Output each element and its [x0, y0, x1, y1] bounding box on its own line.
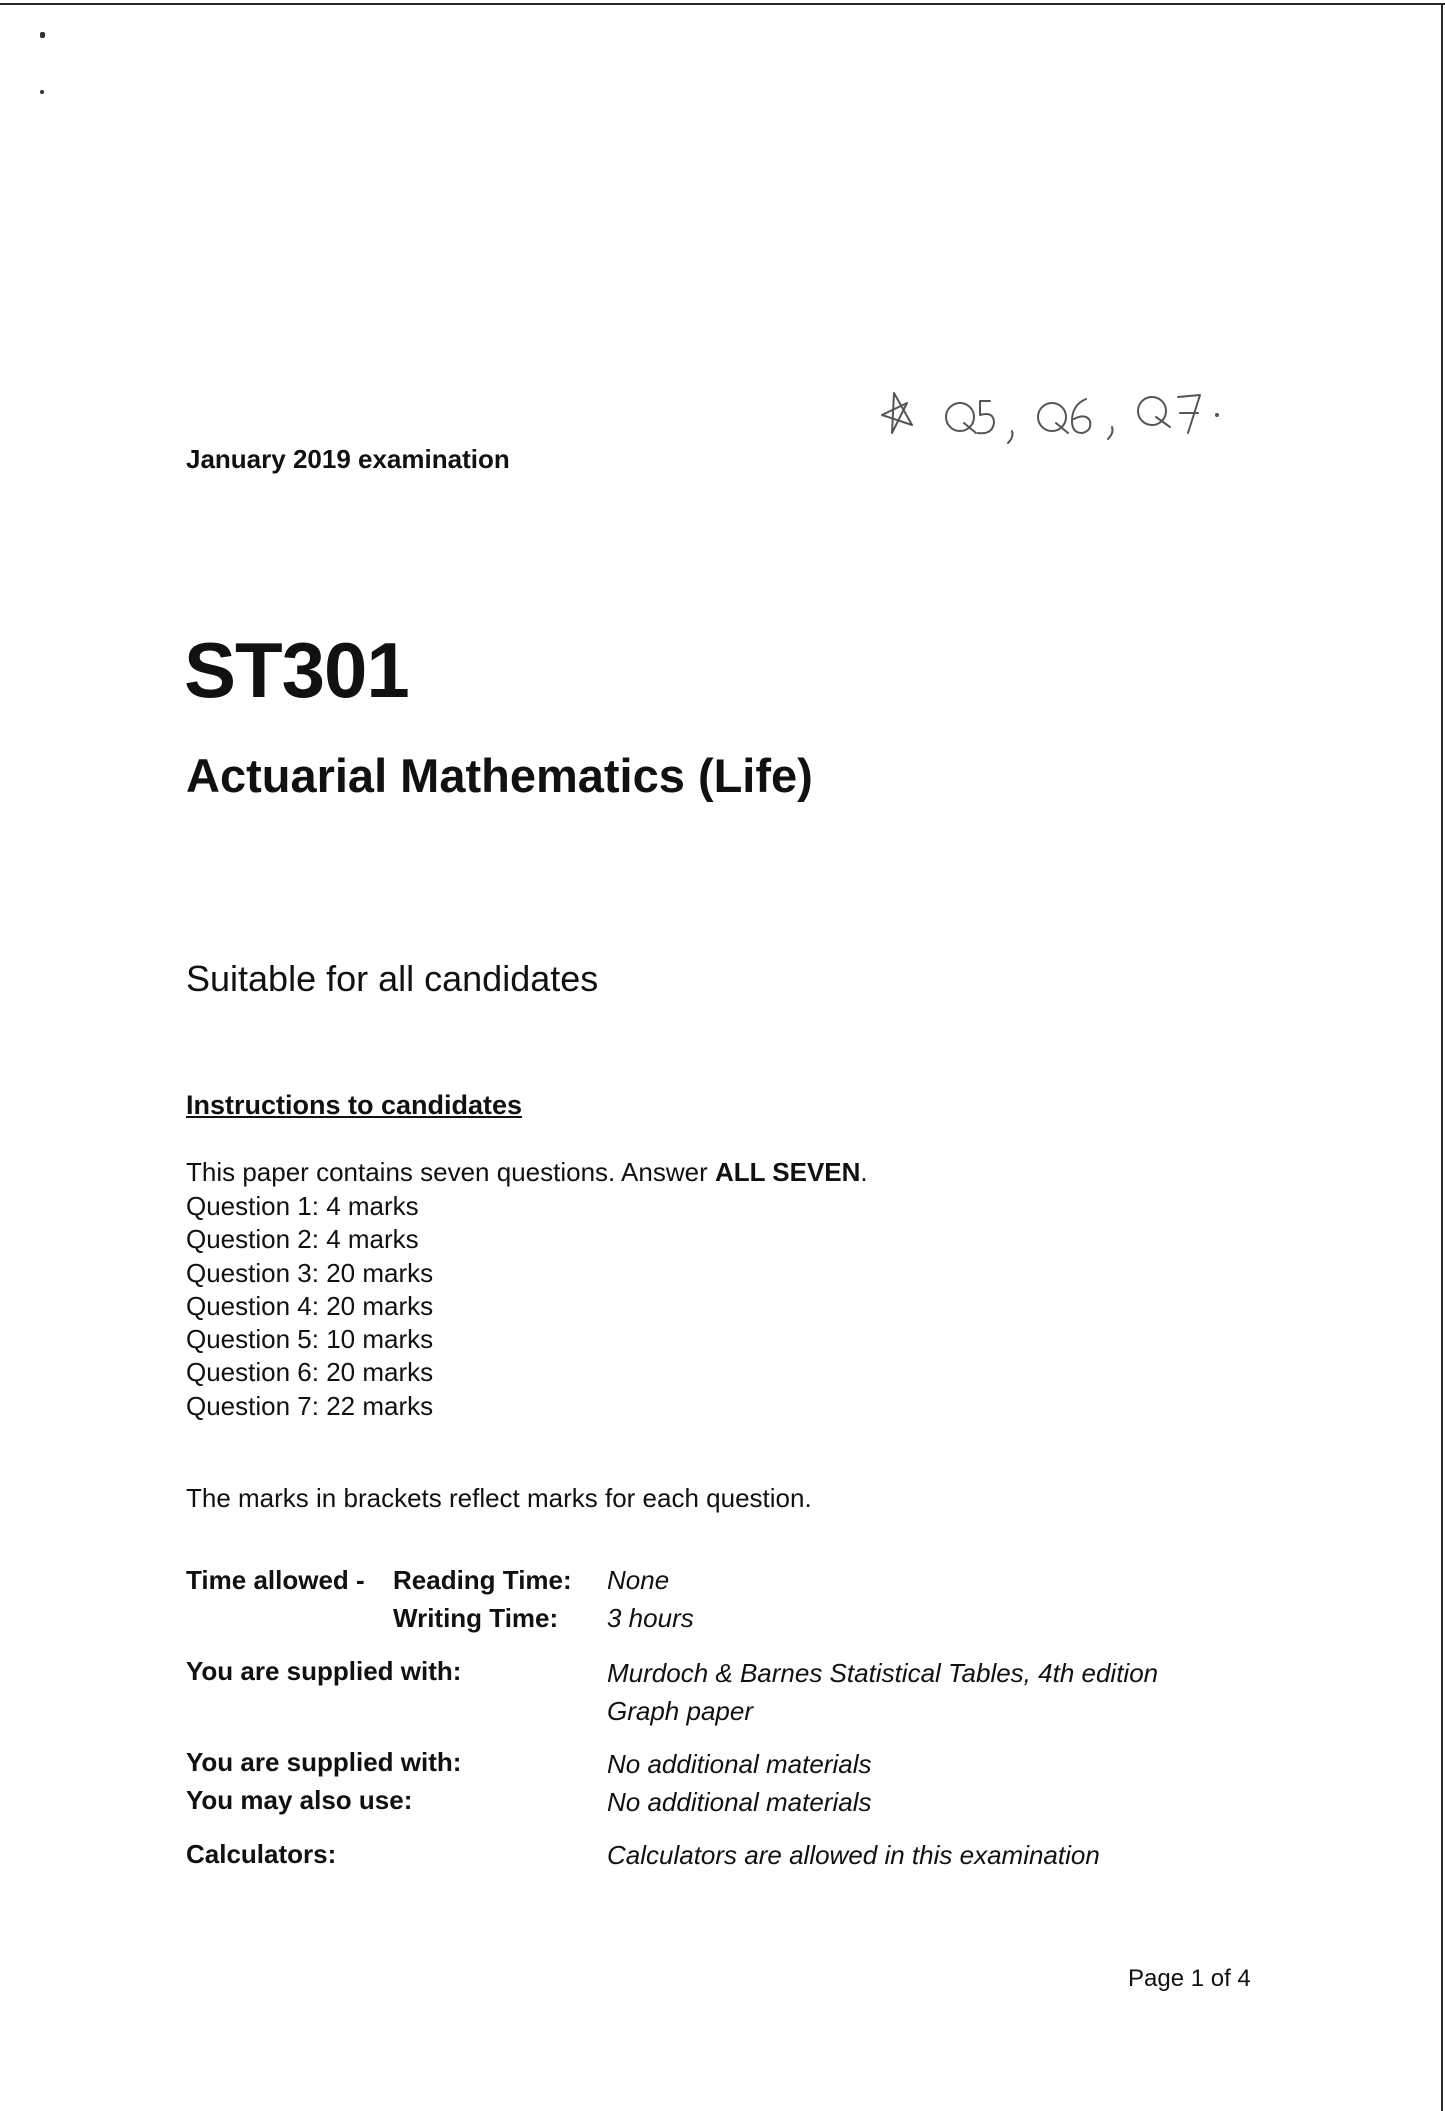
list-item: Question 5: 10 marks [186, 1324, 434, 1355]
intro-end: . [860, 1157, 868, 1187]
supplied-label: You are supplied with: [186, 1747, 462, 1777]
calculators-label: Calculators: [186, 1839, 337, 1869]
list-item: Question 6: 20 marks [186, 1357, 434, 1388]
page-edge-right [1441, 3, 1443, 2111]
course-title: Actuarial Mathematics (Life) [186, 749, 813, 802]
supplied-value: No additional materials [607, 1749, 872, 1779]
page-number: Page 1 of 4 [1128, 1965, 1251, 1992]
list-item: Question 2: 4 marks [186, 1224, 419, 1255]
course-code: ST301 [184, 626, 409, 714]
question-marks-list [186, 1190, 433, 1423]
reading-time-value: None [607, 1565, 670, 1595]
intro-emphasis: ALL SEVEN [714, 1157, 861, 1187]
may-use-value: No additional materials [607, 1787, 872, 1817]
may-use-label: You may also use: [186, 1785, 413, 1815]
scan-mark [40, 90, 44, 94]
list-item: Question 1: 4 marks [186, 1191, 419, 1221]
supplied-label: You are supplied with: [186, 1656, 462, 1686]
intro-text: This paper contains seven questions. Answer [186, 1157, 715, 1187]
supplied-value: Murdoch & Barnes Statistical Tables, 4th edition [607, 1658, 1159, 1688]
list-item: Question 3: 20 marks [186, 1257, 434, 1288]
scan-mark [40, 32, 45, 38]
list-item: Question 4: 20 marks [186, 1290, 434, 1321]
instructions-heading: Instructions to candidates [186, 1090, 523, 1120]
reading-time-label: Reading Time: [393, 1565, 572, 1595]
writing-time-value: 3 hours [607, 1603, 694, 1633]
brackets-note: The marks in brackets reflect marks for each question. [186, 1483, 812, 1513]
exam-date: January 2019 examination [186, 444, 510, 474]
writing-time-label: Writing Time: [393, 1603, 559, 1633]
time-allowed-label: Time allowed - [186, 1565, 365, 1595]
handwritten-note [872, 375, 1252, 445]
supplied-value: Graph paper [607, 1696, 753, 1726]
list-item: Question 7: 22 marks [186, 1390, 434, 1421]
page-edge-top [0, 3, 1445, 5]
instructions-intro [186, 1157, 868, 1188]
suitability-text: Suitable for all candidates [186, 958, 599, 999]
calculators-value: Calculators are allowed in this examination [607, 1840, 1100, 1870]
